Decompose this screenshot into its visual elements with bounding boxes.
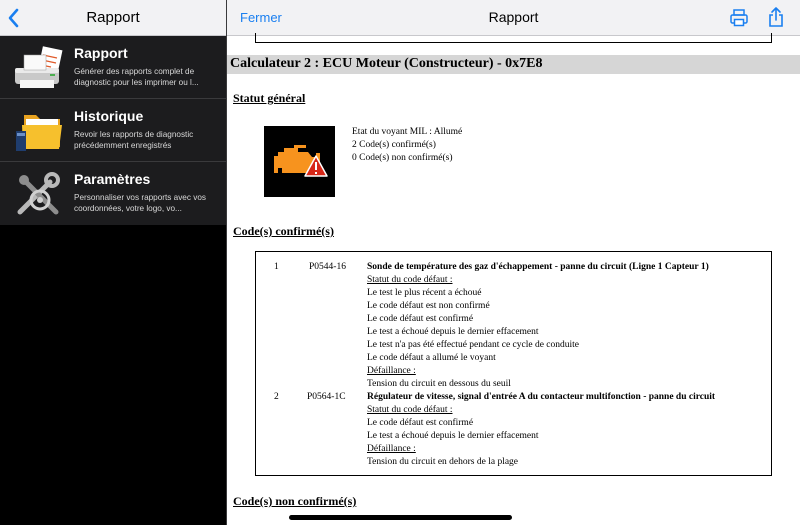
code-failure-label: Défaillance : (367, 444, 416, 454)
share-icon[interactable] (767, 6, 785, 28)
calculator-header (227, 55, 800, 74)
code-status-label: Statut du code défaut : (367, 405, 453, 415)
check-engine-icon (264, 126, 335, 197)
code-status-item: Le test le plus récent a échoué (367, 288, 482, 298)
code-status-item: Le code défaut est non confirmé (367, 301, 490, 311)
printer-icon[interactable] (729, 8, 749, 28)
sidebar-item-title: Rapport (74, 45, 128, 61)
not-confirmed-codes-heading: Code(s) non confirmé(s) (233, 494, 357, 508)
general-status-heading: Statut général (233, 91, 306, 105)
code-status-item: Le test a échoué depuis le dernier effacement (367, 431, 539, 441)
code-title: Régulateur de vitesse, signal d'entrée A du contacteur multifonction - panne du circuit (367, 392, 716, 402)
general-status-lines (352, 126, 462, 165)
code-number: 1 (274, 262, 279, 272)
mil-status: Etat du voyant MIL : Allumé (352, 127, 463, 137)
code-status-item: Le code défaut a allumé le voyant (367, 353, 496, 363)
code-failure: Tension du circuit en dessous du seuil (367, 379, 511, 389)
sidebar-item-rapport[interactable] (0, 36, 226, 99)
confirmed-count: 2 Code(s) confirmé(s) (352, 140, 436, 150)
calculator-title: Calculateur 2 : ECU Moteur (Constructeur) - 0x7E8 (230, 56, 543, 71)
code-status-item: Le test a échoué depuis le dernier effacement (367, 327, 539, 337)
sidebar-item-title: Historique (74, 108, 144, 124)
code-number: 2 (274, 392, 279, 402)
sidebar-item-description: Générer des rapports complet de diagnostic pour les imprimer ou l... (74, 67, 199, 87)
engine-warning-image (264, 126, 335, 197)
report-view (227, 0, 800, 525)
code-status-item: Le code défaut est confirmé (367, 314, 474, 324)
sidebar-item-historique[interactable] (0, 99, 226, 162)
sidebar-item-parametres[interactable] (0, 162, 226, 225)
code-failure-label: Défaillance : (367, 366, 416, 376)
page-title: Rapport (488, 9, 539, 25)
report-navbar (227, 0, 800, 36)
sidebar-item-title: Paramètres (74, 171, 151, 187)
sidebar-item-description: Revoir les rapports de diagnostic précédemment enregistrés (74, 130, 194, 150)
confirmed-codes-table (255, 251, 772, 476)
code-status-item: Le code défaut est confirmé (367, 418, 474, 428)
sidebar-item-description: Personnaliser vos rapports avec vos coordonnées, votre logo, vo... (74, 193, 206, 213)
code-failure: Tension du circuit en dehors de la plage (367, 457, 519, 467)
code-id: P0564-1C (307, 392, 346, 402)
confirmed-codes-heading: Code(s) confirmé(s) (233, 224, 334, 238)
report-document (227, 37, 800, 525)
tools-icon (12, 172, 68, 218)
sidebar-menu (0, 36, 226, 225)
home-indicator[interactable] (289, 515, 512, 520)
code-title: Sonde de température des gaz d'échappement - panne du circuit (Ligne 1 Capteur 1) (367, 262, 709, 272)
code-status-item: Le test n'a pas été effectué pendant ce cycle de conduite (367, 340, 580, 350)
previous-table-bottom (255, 33, 772, 43)
printer-report-icon (12, 46, 68, 92)
sidebar (0, 0, 226, 525)
code-status-label: Statut du code défaut : (367, 275, 453, 285)
close-button[interactable]: Fermer (240, 10, 282, 25)
sidebar-navbar (0, 0, 226, 36)
not-confirmed-count: 0 Code(s) non confirmé(s) (352, 153, 453, 163)
code-id: P0544-16 (309, 262, 346, 272)
folder-icon (12, 109, 68, 155)
sidebar-title: Rapport (86, 9, 140, 26)
